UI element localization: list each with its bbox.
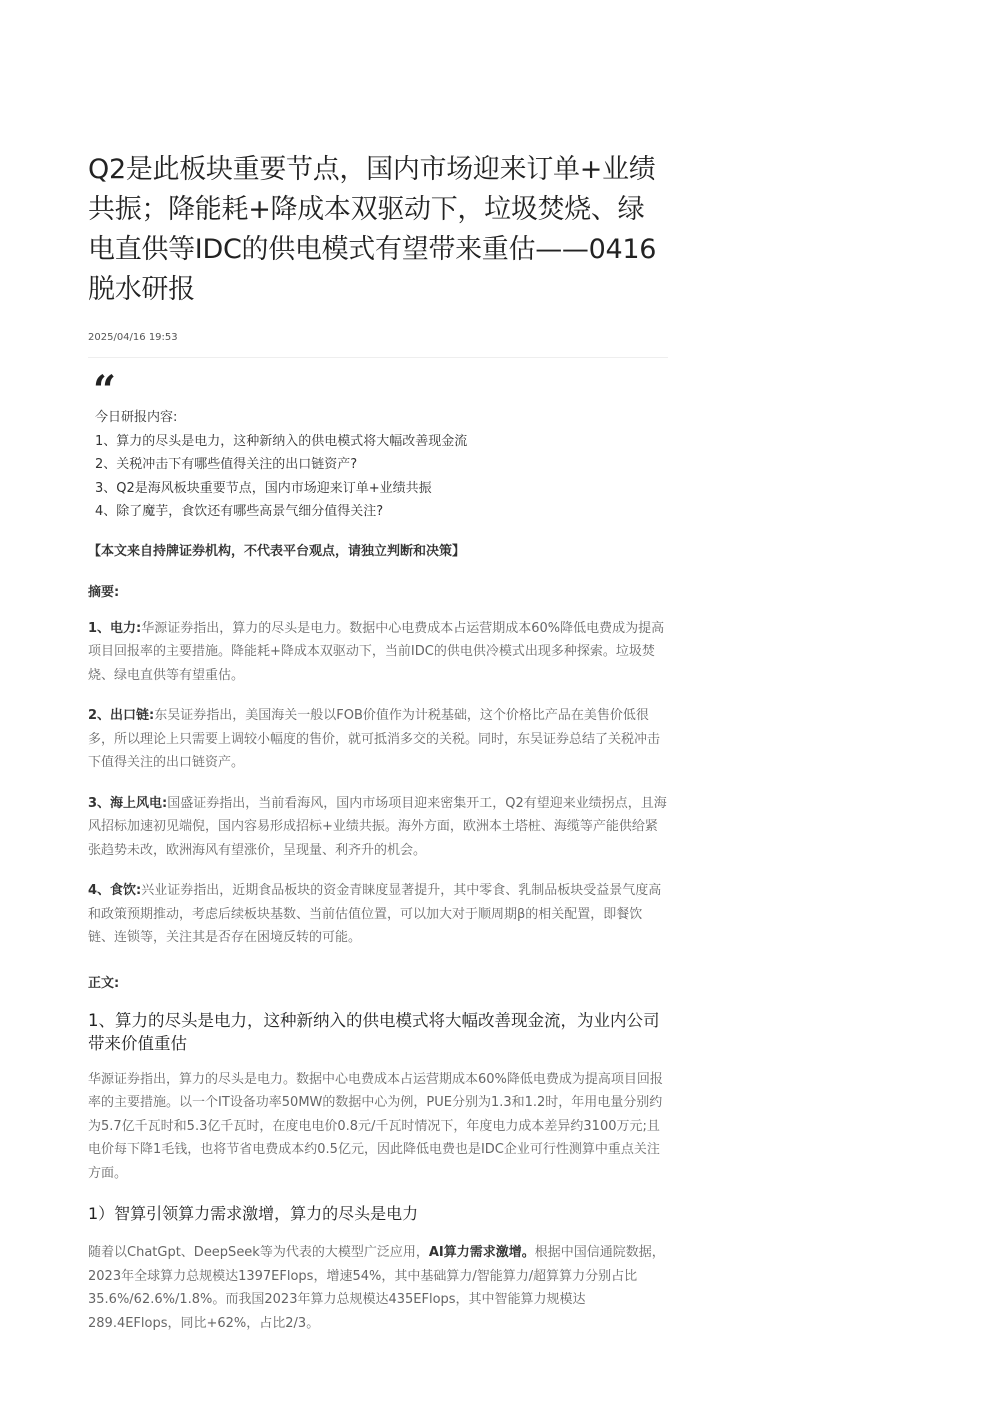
summary-item: 2、关税冲击下有哪些值得关注的出口链资产?	[95, 457, 358, 472]
publish-date: 2025/04/16 19:53	[88, 332, 178, 343]
quote-icon: “	[93, 367, 117, 414]
abstract-lead: 2、出口链:	[88, 708, 155, 723]
disclaimer: 【本文来自持牌证券机构，不代表平台观点，请独立判断和决策】	[88, 543, 466, 559]
article	[88, 150, 668, 1335]
abstract-label: 摘要:	[88, 584, 120, 600]
abstract-text: 东吴证券指出，美国海关一般以FOB价值作为计税基础，这个价格比产品在美售价低很多，所以理论上只需要上调较小幅度的售价，就可抵消多交的关税。同时，东吴证券总结了关税冲击下值得关注的出口链资产。	[88, 708, 661, 770]
section-paragraph: 华源证券指出，算力的尽头是电力。数据中心电费成本占运营期成本60%降低电费成为提高项目回报率的主要措施。以一个IT设备功率50MW的数据中心为例，PUE分别为1.3和1.2时，年用电量分别约为5.7亿千瓦时和5.3亿千瓦时，在度电电价0.8元/千瓦时情况下，年度电力成本差异约3100万元;且电价每下降1毛钱，也将节省电费成本约0.5亿元，因此降低电费也是IDC企业可行性测算中重点关注方面。	[88, 1071, 663, 1181]
abstract-paragraph	[88, 617, 668, 688]
summary-item: 3、Q2是海风板块重要节点，国内市场迎来订单+业绩共振	[95, 480, 432, 496]
abstract-text: 国盛证券指出，当前看海风，国内市场项目迎来密集开工，Q2有望迎来业绩拐点，且海风招标加速初见端倪，国内容易形成招标+业绩共振。海外方面，欧洲本土塔桩、海缆等产能供给紧张趋势未改，欧洲海风有望涨价，呈现量、利齐升的机会。	[88, 795, 667, 858]
paragraph-emphasis: AI算力需求激增。	[428, 1245, 535, 1260]
abstract-paragraph	[88, 879, 668, 950]
paragraph-text: 随着以ChatGpt、DeepSeek等为代表的大模型广泛应用，	[88, 1245, 429, 1260]
subsection-heading: 1）智算引领算力需求激增，算力的尽头是电力	[88, 1204, 419, 1223]
abstract-paragraph	[88, 792, 668, 863]
abstract-text: 华源证券指出，算力的尽头是电力。数据中心电费成本占运营期成本60%降低电费成为提高项目回报率的主要措施。降能耗+降成本双驱动下，当前IDC的供电供冷模式出现多种探索。垃圾焚烧、绿电直供等有望重估。	[88, 620, 665, 683]
body-label: 正文:	[88, 975, 120, 991]
abstract-lead: 3、海上风电:	[88, 795, 168, 811]
abstract-text: 兴业证券指出，近期食品板块的资金青睐度显著提升，其中零食、乳制品板块受益景气度高和政策预期推动，考虑后续板块基数、当前估值位置，可以加大对于顺周期β的相关配置，即餐饮链、连锁等，关注其是否存在困境反转的可能。	[88, 883, 662, 945]
summary-intro: 今日研报内容:	[95, 410, 178, 425]
section-heading: 1、算力的尽头是电力，这种新纳入的供电模式将大幅改善现金流，为业内公司带来价值重估	[88, 1010, 660, 1053]
summary-item: 4、除了魔芋，食饮还有哪些高景气细分值得关注?	[95, 504, 384, 519]
summary-block	[88, 406, 668, 524]
subsection-paragraph	[88, 1241, 668, 1335]
paragraph-text: 根据中国信通院数据，2023年全球算力总规模达1397EFlops，增速54%，其中基础算力/智能算力/超算算力分别占比35.6%/62.6%/1.8%。而我国2023年算力总规模达435EFlops，其中智能算力规模达289.4EFlops，同比+62%，占比2/3。	[88, 1245, 665, 1331]
summary-item: 1、算力的尽头是电力，这种新纳入的供电模式将大幅改善现金流	[95, 433, 468, 449]
abstract-paragraph	[88, 704, 668, 775]
divider	[88, 357, 668, 358]
article-title: Q2是此板块重要节点，国内市场迎来订单+业绩共振；降能耗+降成本双驱动下，垃圾焚烧、绿电直供等IDC的供电模式有望带来重估——0416脱水研报	[88, 154, 657, 305]
abstract-lead: 1、电力:	[88, 620, 142, 636]
abstract-lead: 4、食饮:	[88, 883, 142, 898]
